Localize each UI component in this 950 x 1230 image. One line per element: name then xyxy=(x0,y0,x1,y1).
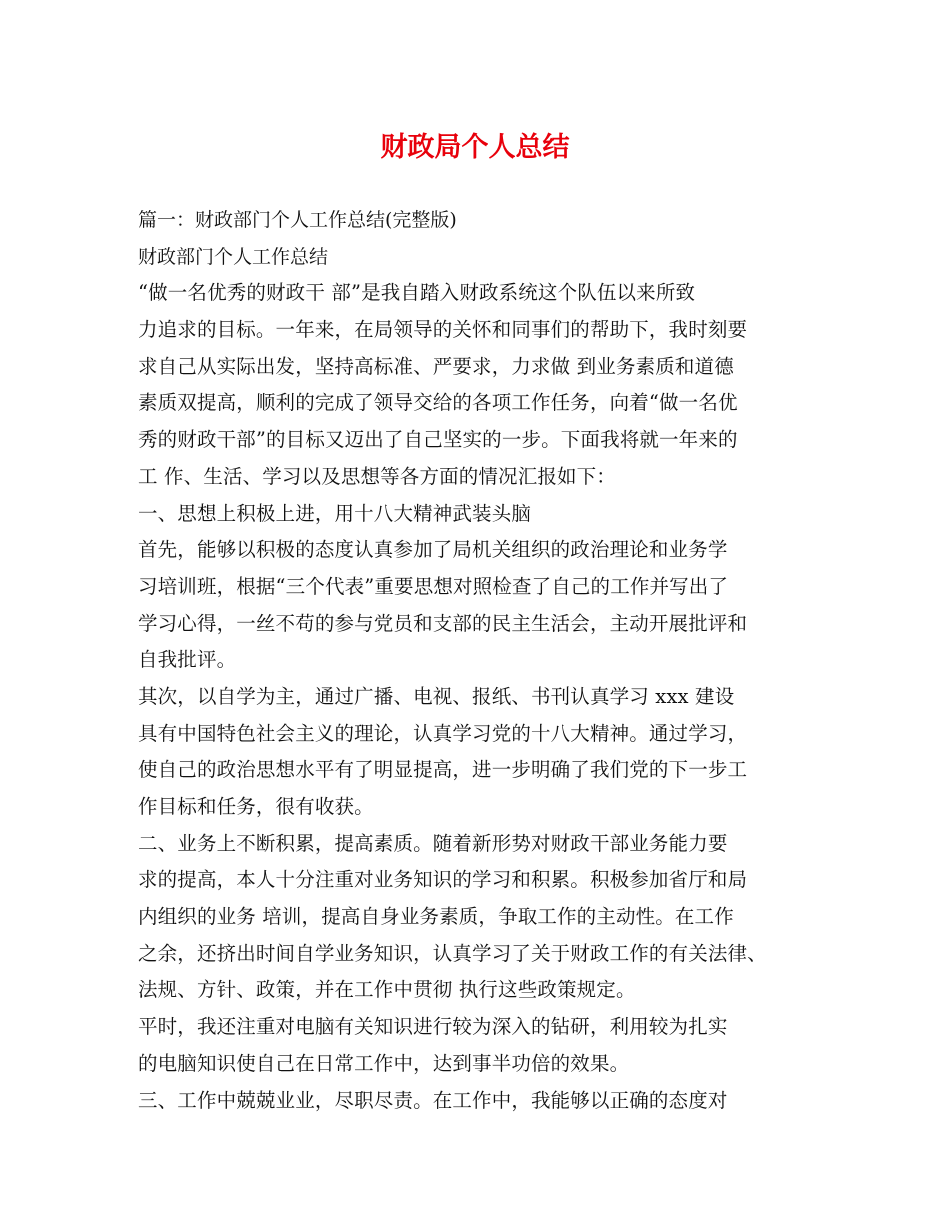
text-line: 其次，以自学为主，通过广播、电视、报纸、书刊认真学习 xxx 建设 xyxy=(138,684,735,708)
document-body xyxy=(138,202,838,1119)
text-line: 之余，还挤出时间自学业务知识，认真学习了关于财政工作的有关法律、 xyxy=(138,941,767,965)
text-line: 使自己的政治思想水平有了明显提高，进一步明确了我们党的下一步工 xyxy=(138,758,748,782)
text-line: 素质双提高，顺利的完成了领导交给的各项工作任务，向着“做一名优 xyxy=(138,391,738,415)
text-line: 一、思想上积极上进，用十八大精神武装头脑 xyxy=(138,501,532,525)
text-line: 秀的财政干部”的目标又迈出了自己坚实的一步。下面我将就一年来的 xyxy=(138,428,738,452)
text-line: 求自己从实际出发，坚持高标准、严要求，力求做 到业务素质和道德 xyxy=(138,354,734,378)
text-line: 自我批评。 xyxy=(138,648,237,672)
text-line: 财政部门个人工作总结 xyxy=(138,245,329,268)
text-line: 习培训班，根据“三个代表”重要思想对照检查了自己的工作并写出了 xyxy=(138,574,729,598)
text-line: 二、业务上不断积累，提高素质。随着新形势对财政干部业务能力要 xyxy=(138,831,728,855)
text-line: 学习心得，一丝不苟的参与党员和支部的民主生活会，主动开展批评和 xyxy=(138,611,748,635)
text-line: 首先，能够以积极的态度认真参加了局机关组织的政治理论和业务学 xyxy=(138,538,728,562)
text-line: 三、工作中兢兢业业，尽职尽责。在工作中，我能够以正确的态度对 xyxy=(138,1088,728,1112)
text-line: 法规、方针、政策，并在工作中贯彻 执行这些政策规定。 xyxy=(138,978,636,1002)
text-line: “做一名优秀的财政干 部”是我自踏入财政系统这个队伍以来所致 xyxy=(138,281,696,305)
text-line: 作目标和任务，很有收获。 xyxy=(138,795,374,818)
document-title: 财政局个人总结 xyxy=(380,132,570,163)
text-line: 的电脑知识使自己在日常工作中，达到事半功倍的效果。 xyxy=(138,1051,630,1075)
text-line: 内组织的业务 培训，提高自身业务素质，争取工作的主动性。在工作 xyxy=(138,905,734,929)
text-line: 篇一：财政部门个人工作总结(完整版) xyxy=(138,209,457,231)
text-line: 求的提高，本人十分注重对业务知识的学习和积累。积极参加省厅和局 xyxy=(138,868,748,892)
text-line: 力追求的目标。一年来，在局领导的关怀和同事们的帮助下，我时刻要 xyxy=(138,318,748,342)
text-line: 工 作、生活、学习以及思想等各方面的情况汇报如下： xyxy=(138,464,616,488)
text-line: 平时，我还注重对电脑有关知识进行较为深入的钻研，利用较为扎实 xyxy=(138,1015,728,1039)
text-line: 具有中国特色社会主义的理论，认真学习党的十八大精神。通过学习， xyxy=(138,721,748,745)
